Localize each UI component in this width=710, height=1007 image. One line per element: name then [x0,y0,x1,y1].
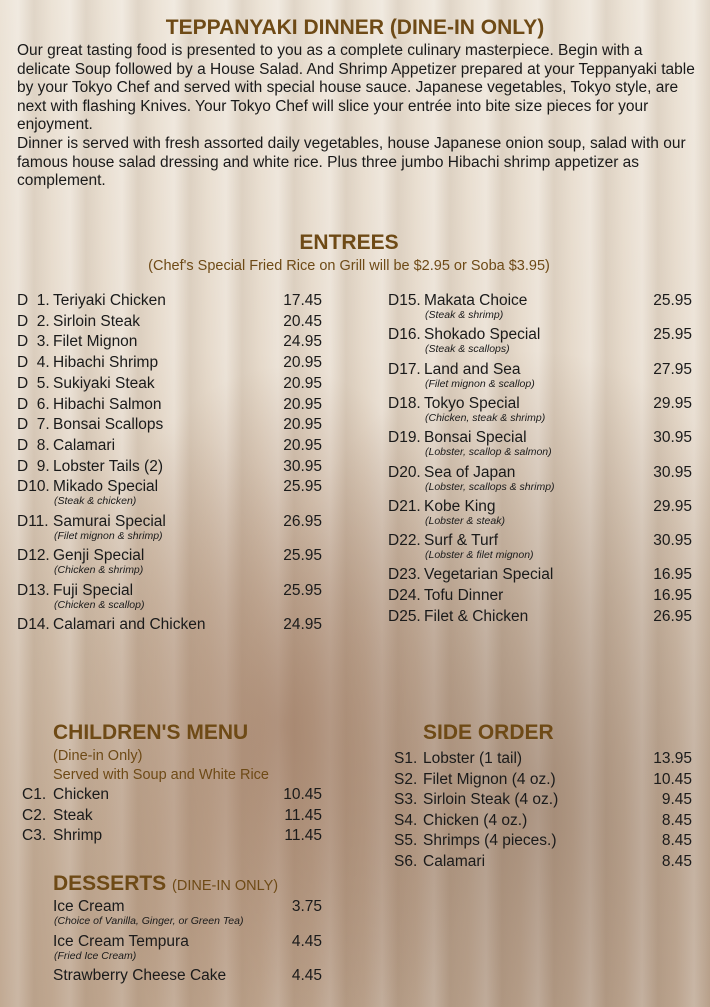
item-code: D 1. [17,292,50,309]
item-name: Sirloin Steak (4 oz.) [423,791,559,809]
entree-item [17,478,322,508]
item-note: (Filet mignon & shrimp) [54,529,163,542]
item-name: Lobster Tails (2) [53,457,163,475]
item-price: 8.45 [661,853,692,870]
page-title: TEPPANYAKI DINNER (DINE-IN ONLY) [165,16,545,39]
item-note: (Steak & scallops) [425,343,510,356]
item-note: (Lobster & filet mignon) [425,549,534,562]
entree-item [17,616,322,636]
item-name: Calamari [423,853,486,870]
item-name: Hibachi Shrimp [53,354,159,372]
item-code: D 7. [17,416,50,434]
item-code: S6. [394,853,418,870]
entree-item [388,429,692,459]
item-price: 25.95 [283,547,322,565]
entree-item [17,313,322,333]
entrees-title: ENTREES [299,231,399,254]
item-price: 20.95 [283,416,322,434]
entree-item [17,416,322,436]
side-item [394,750,692,770]
item-name: Steak [53,806,93,824]
item-name: Shrimps (4 pieces.) [423,832,557,850]
item-code: D 9. [17,457,50,475]
item-price: 24.95 [283,616,322,634]
item-price: 26.95 [653,607,692,625]
item-price: 29.95 [653,394,692,412]
entree-item [388,360,692,390]
item-name: Calamari [53,436,116,454]
item-name: Teriyaki Chicken [53,292,166,309]
item-name: Bonsai Special [424,429,527,447]
item-code: D20. [388,463,421,481]
item-code: D21. [388,497,421,515]
item-note: (Choice of Vanilla, Ginger, or Green Tea) [54,915,244,927]
item-name: Bonsai Scallops [53,416,164,434]
item-price: 24.95 [283,333,322,351]
item-price: 4.45 [291,967,322,984]
item-note: (Chicken, steak & shrimp) [425,411,546,424]
item-code: D 8. [17,436,50,454]
item-price: 25.95 [283,478,322,496]
item-name: Sukiyaki Steak [53,374,155,392]
entree-item [17,437,322,457]
entree-item [17,292,322,312]
item-name: Ice Cream Tempura [53,932,189,950]
item-code: D11. [17,512,49,530]
side-item [394,812,692,832]
item-name: Sirloin Steak [53,312,141,330]
item-name: Makata Choice [424,292,528,309]
item-note: (Lobster, scallops & shrimp) [425,480,555,493]
entree-item [17,375,322,395]
item-price: 16.95 [653,566,692,584]
item-price: 20.95 [283,374,322,392]
item-price: 10.45 [283,786,322,803]
entree-item [388,532,692,562]
entree-item [388,326,692,356]
item-price: 20.45 [283,312,322,330]
side-item [394,791,692,811]
item-price: 26.95 [283,512,322,530]
item-code: D24. [388,587,421,605]
item-code: D12. [17,547,50,565]
item-name: Surf & Turf [424,532,499,550]
item-code: D15. [388,292,421,309]
item-code: D18. [388,394,421,412]
item-price: 8.45 [661,811,692,829]
entree-item [17,547,322,577]
item-name: Land and Sea [424,360,521,378]
item-note: (Chicken & shrimp) [54,564,144,577]
item-name: Lobster (1 tail) [423,750,523,767]
item-name: Chicken [53,786,109,803]
children-menu-subtitle-2: Served with Soup and White Rice [53,767,269,783]
item-note: (Lobster & steak) [425,514,505,527]
item-name: Samurai Special [53,512,166,530]
item-name: Genji Special [53,547,145,565]
item-price: 27.95 [653,360,692,378]
item-code: S1. [394,750,418,767]
desserts-qualifier: (DINE-IN ONLY) [172,878,279,894]
item-code: D10. [17,478,50,496]
item-code: C1. [22,786,47,803]
item-code: D17. [388,360,421,378]
item-price: 30.95 [653,429,692,447]
item-name: Fuji Special [53,581,134,599]
item-name: Vegetarian Special [424,566,554,584]
item-code: C2. [22,806,47,824]
item-price: 10.45 [653,770,692,788]
item-price: 16.95 [653,587,692,605]
entree-item [388,463,692,493]
side-item [394,771,692,791]
item-name: Kobe King [424,497,496,515]
item-price: 20.95 [283,395,322,413]
item-name: Shrimp [53,827,103,844]
children-menu-subtitle-1: (Dine-in Only) [53,748,143,764]
item-price: 30.95 [653,463,692,481]
item-code: D 5. [17,374,50,392]
side-order-title: SIDE ORDER [423,721,554,744]
entrees-subtitle: (Chef's Special Fried Rice on Grill will be $2.95 or Soba $3.95) [148,258,550,274]
item-code: D 6. [17,395,50,413]
item-name: Strawberry Cheese Cake [53,967,227,984]
item-price: 30.95 [653,532,692,550]
item-note: (Chicken & scallop) [54,598,145,611]
item-note: (Steak & chicken) [54,495,137,508]
item-name: Shokado Special [424,326,541,344]
item-price: 30.95 [283,457,322,475]
item-code: S4. [394,811,418,829]
item-code: C3. [22,827,47,844]
entree-item [17,333,322,353]
item-name: Mikado Special [53,478,159,496]
desserts-title-text: DESSERTS [53,872,167,895]
item-code: D14. [17,616,50,634]
item-name: Tokyo Special [424,394,520,412]
item-price: 3.75 [291,898,322,915]
item-price: 25.95 [653,326,692,344]
item-name: Tofu Dinner [424,587,504,605]
item-code: D19. [388,429,421,447]
side-item [394,853,692,873]
item-note: (Steak & shrimp) [425,309,504,321]
children-item [22,827,322,847]
item-price: 25.95 [653,292,692,309]
item-code: D23. [388,566,421,584]
item-price: 8.45 [661,832,692,850]
item-note: (Fried Ice Cream) [54,949,137,962]
item-name: Filet & Chicken [424,607,529,625]
entree-item [388,566,692,586]
entree-item [17,396,322,416]
item-price: 11.45 [284,806,322,824]
entree-item [388,497,692,527]
item-price: 11.45 [284,827,322,844]
intro-paragraph-2: Dinner is served with fresh assorted daily vegetables, house Japanese onion soup, salad with our famous house salad dressing and white rice. Plus three jumbo Hibachi shrimp appetizer as complement. [17,134,686,190]
entree-item [388,608,692,628]
item-note: (Filet mignon & scallop) [425,377,535,390]
item-price: 25.95 [283,581,322,599]
item-price: 29.95 [653,497,692,515]
item-code: D25. [388,607,421,625]
entree-item [388,394,692,424]
item-name: Hibachi Salmon [53,395,162,413]
children-menu-title: CHILDREN'S MENU [53,721,249,744]
item-code: S5. [394,832,418,850]
entree-item [17,458,322,478]
item-code: D 2. [17,312,50,330]
item-code: D22. [388,532,421,550]
item-code: S2. [394,770,418,788]
item-name: Calamari and Chicken [53,616,206,634]
item-price: 20.95 [283,436,322,454]
side-item [394,832,692,852]
entree-item [17,354,322,374]
item-name: Chicken (4 oz.) [423,811,528,829]
item-name: Sea of Japan [424,463,516,481]
item-price: 17.45 [283,292,322,309]
item-price: 20.95 [283,354,322,372]
item-price: 4.45 [291,932,322,950]
item-note: (Lobster, scallop & salmon) [425,446,552,459]
intro-text [17,42,697,191]
children-item [22,786,322,806]
entree-item [17,512,322,542]
dessert-item [53,898,322,927]
desserts-title [53,872,278,896]
item-code: D 4. [17,354,50,372]
entree-item [388,292,692,321]
item-price: 13.95 [653,750,692,767]
item-price: 9.45 [661,791,692,809]
intro-paragraph-1: Our great tasting food is presented to you as a complete culinary masterpiece. Begin with a delicate Soup followed by a House Salad. And Shrimp Appetizer prepared at your Teppanyaki table by your Tokyo Chef and served with special house sauce. Japanese vegetables, Tokyo style, are next with flashing Knives. Your Tokyo Chef will slice your entrée into bite size pieces for your enjoyment. [17,42,695,134]
entree-item [17,581,322,611]
item-name: Filet Mignon [53,333,138,351]
item-code: D 3. [17,333,50,351]
dessert-item [53,932,322,962]
item-code: D13. [17,581,50,599]
item-code: D16. [388,326,421,344]
entree-item [388,587,692,607]
item-name: Filet Mignon (4 oz.) [423,770,556,788]
children-item [22,807,322,827]
item-name: Ice Cream [53,898,125,915]
dessert-item [53,967,322,987]
item-code: S3. [394,791,418,809]
